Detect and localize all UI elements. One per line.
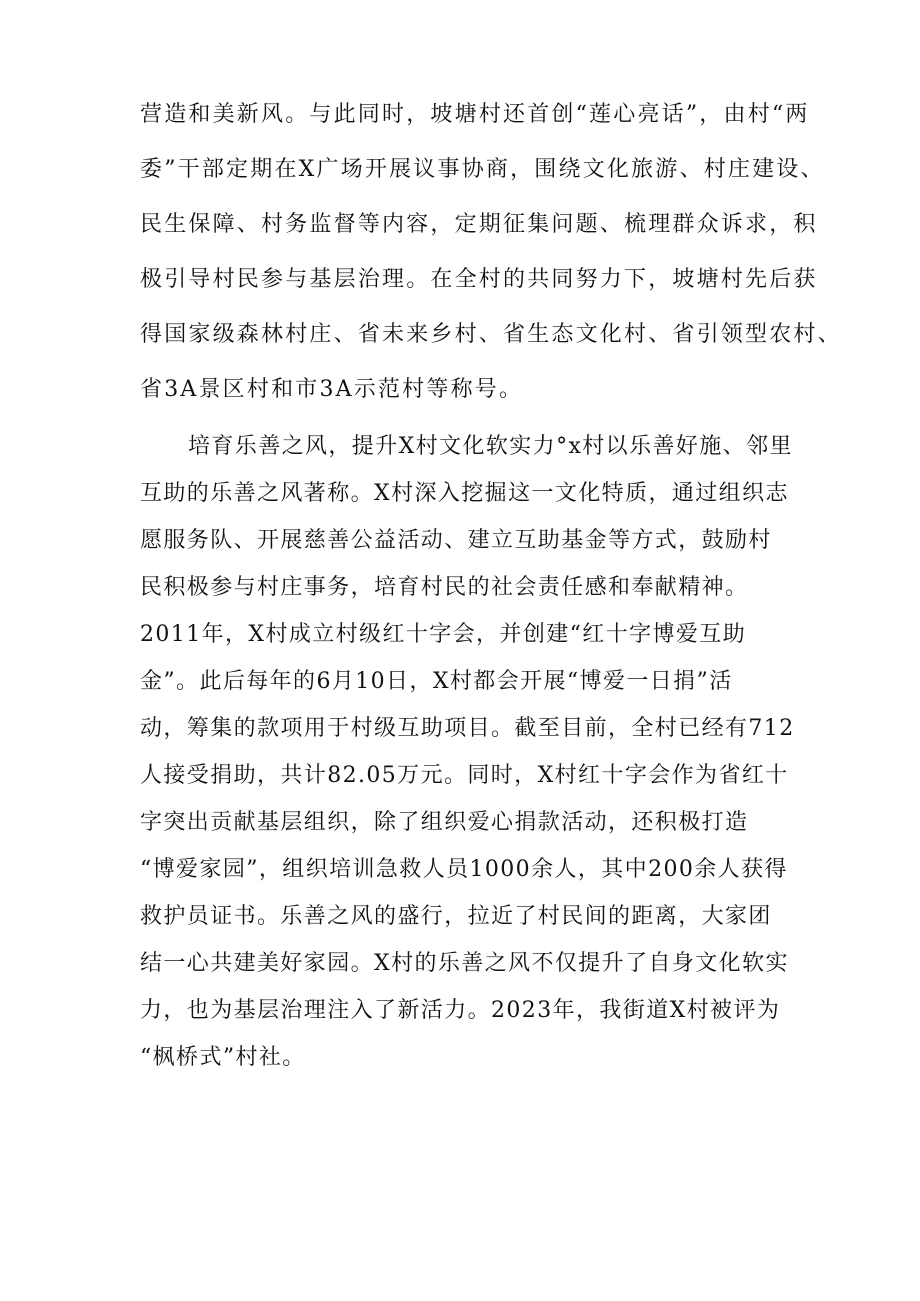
- paragraph-1-line: 营造和美新风。与此同时，坡塘村还首创“莲心亮话”，由村“两: [140, 102, 810, 127]
- paragraph-2-line: 民积极参与村庄事务，培育村民的社会责任感和奉献精神。: [140, 575, 749, 600]
- paragraph-2-line: 人接受捐助，共计82.05万元。同时，X村红十字会作为省红十: [140, 763, 789, 788]
- paragraph-2-line: 互助的乐善之风著称。X村深入挖掘这一文化特质，通过组织志: [140, 481, 789, 506]
- paragraph-2-line: 结一心共建美好家园。X村的乐善之风不仅提升了自身文化软实: [140, 951, 789, 976]
- paragraph-1-line: 委”干部定期在X广场开展议事协商，围绕文化旅游、村庄建设、: [140, 157, 825, 182]
- paragraph-2-line: 字突出贡献基层组织，除了组织爱心捐款活动，还积极打造: [140, 810, 749, 835]
- paragraph-2-line: “博爱家园”，组织培训急救人员1000余人，其中200余人获得: [140, 857, 788, 882]
- paragraph-2-line: 动，筹集的款项用于村级互助项目。截至目前，全村已经有712: [140, 716, 795, 741]
- paragraph-1-line: 得国家级森林村庄、省未来乡村、省生态文化村、省引领型农村、: [140, 322, 842, 347]
- paragraph-1-line: 极引导村民参与基层治理。在全村的共同努力下，坡塘村先后获: [140, 267, 818, 292]
- paragraph-1-line: 省3A景区村和市3A示范村等称号。: [140, 377, 524, 402]
- paragraph-2-line: 金”。此后每年的6月10日，X村都会开展“博爱一日捐”活: [140, 669, 733, 694]
- paragraph-2-line: 力，也为基层治理注入了新活力。2023年，我街道X村被评为: [140, 998, 781, 1023]
- paragraph-2-line: 2011年，X村成立村级红十字会，并创建“红十字博爱互助: [140, 622, 747, 647]
- paragraph-2-line: 愿服务队、开展慈善公益活动、建立互助基金等方式，鼓励村: [140, 528, 772, 553]
- paragraph-2-line: 培育乐善之风，提升X村文化软实力°x村以乐善好施、邻里: [188, 434, 793, 459]
- paragraph-2-line: 救护员证书。乐善之风的盛行，拉近了村民间的距离，大家团: [140, 904, 772, 929]
- paragraph-2-line: “枫桥式”村社。: [140, 1045, 306, 1070]
- paragraph-1-line: 民生保障、村务监督等内容，定期征集问题、梳理群众诉求，积: [140, 212, 818, 237]
